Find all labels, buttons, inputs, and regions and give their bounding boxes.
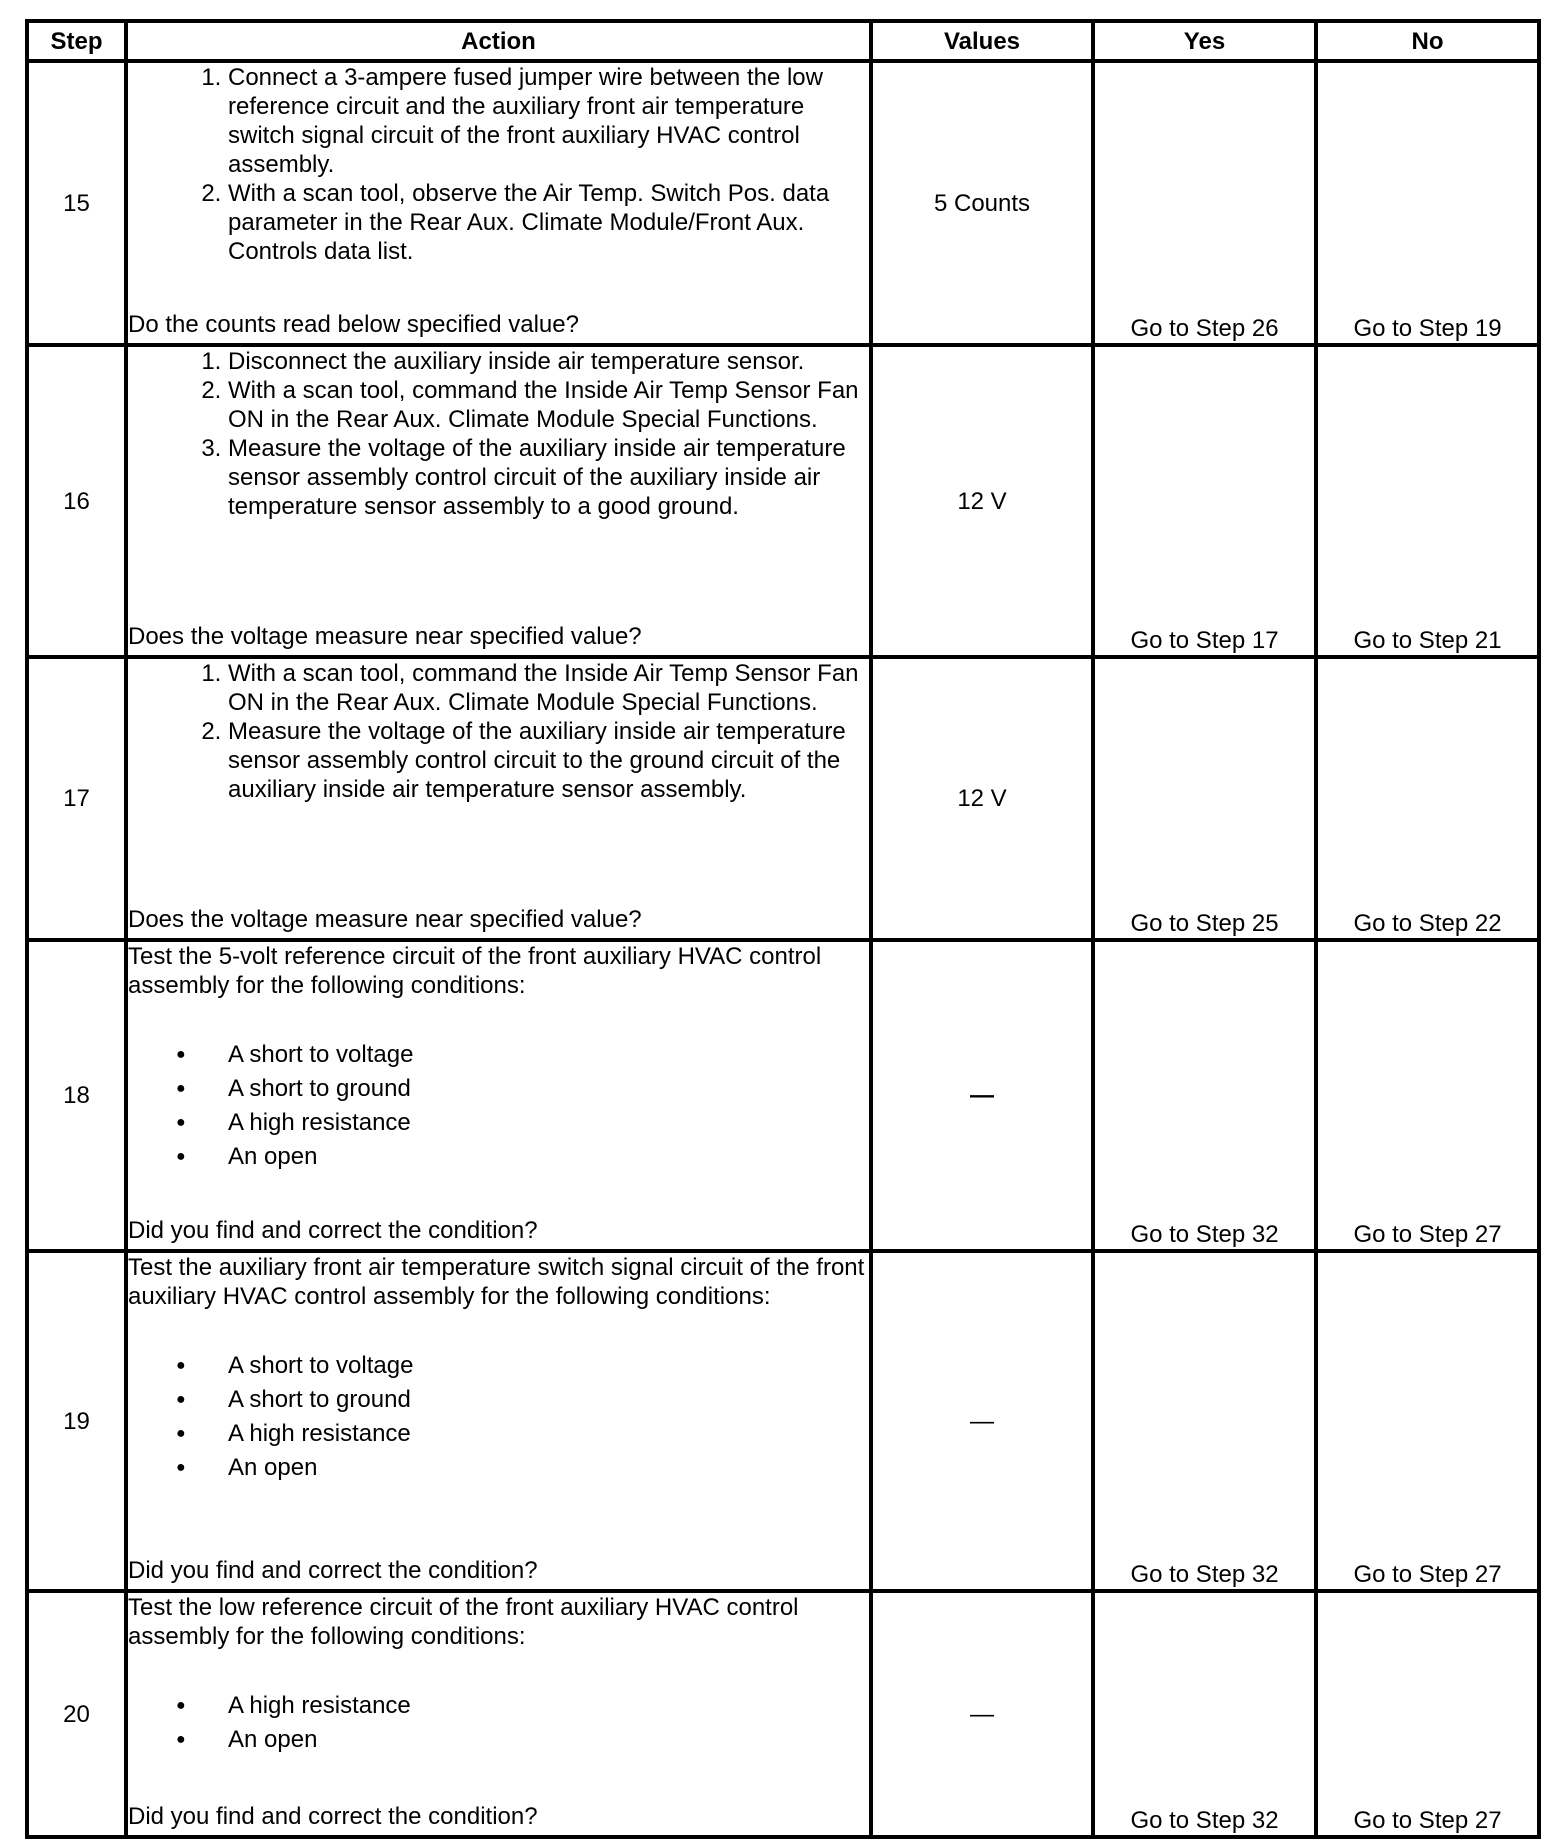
no-cell: Go to Step 21 <box>1316 345 1539 657</box>
action-steps <box>128 347 869 521</box>
action-step: 3. Measure the voltage of the auxiliary inside air temperature sensor assembly control circuit of the auxiliary inside air temperature sensor assembly to a good ground. <box>228 434 869 521</box>
table-row <box>27 940 1539 1251</box>
action-intro: Test the auxiliary front air temperature switch signal circuit of the front auxiliary HVAC control assembly for the following conditions: <box>128 1254 865 1310</box>
value-dash: — <box>970 1700 994 1728</box>
action-cell <box>126 1251 871 1591</box>
yes-cell: Go to Step 17 <box>1093 345 1316 657</box>
condition-item: ● A short to voltage <box>228 1349 869 1383</box>
action-step: 2. With a scan tool, observe the Air Temp. Switch Pos. data parameter in the Rear Aux. Climate Module/Front Aux. Controls data list. <box>228 179 869 266</box>
action-question: Did you find and correct the condition? <box>128 1557 538 1584</box>
condition-list <box>128 1349 869 1485</box>
yes-cell: Go to Step 25 <box>1093 657 1316 940</box>
yes-cell: Go to Step 32 <box>1093 940 1316 1251</box>
step-number: 17 <box>27 657 126 940</box>
action-steps <box>128 63 869 266</box>
table-row <box>27 61 1539 345</box>
table-row <box>27 1591 1539 1837</box>
value-cell <box>871 940 1093 1251</box>
no-cell: Go to Step 27 <box>1316 940 1539 1251</box>
step-number: 18 <box>27 940 126 1251</box>
header-no: No <box>1316 21 1539 61</box>
value-cell <box>871 1251 1093 1591</box>
action-step: 1. Connect a 3-ampere fused jumper wire between the low reference circuit and the auxiliary front air temperature switch signal circuit of the front auxiliary HVAC control assembly. <box>228 63 869 179</box>
step-number: 16 <box>27 345 126 657</box>
action-question: Did you find and correct the condition? <box>128 1217 538 1244</box>
condition-item: ● A high resistance <box>228 1417 869 1451</box>
action-cell <box>126 1591 871 1837</box>
action-question: Did you find and correct the condition? <box>128 1803 538 1830</box>
no-cell: Go to Step 27 <box>1316 1251 1539 1591</box>
condition-list <box>128 1038 869 1174</box>
header-step: Step <box>27 21 126 61</box>
action-step: 1. Disconnect the auxiliary inside air temperature sensor. <box>228 347 869 376</box>
action-cell <box>126 940 871 1251</box>
value-cell <box>871 1591 1093 1837</box>
yes-cell: Go to Step 32 <box>1093 1591 1316 1837</box>
yes-cell: Go to Step 32 <box>1093 1251 1316 1591</box>
condition-item: ● An open <box>228 1723 869 1757</box>
action-question: Does the voltage measure near specified value? <box>128 623 642 650</box>
action-step: 1. With a scan tool, command the Inside Air Temp Sensor Fan ON in the Rear Aux. Climate Module Special Functions. <box>228 659 869 717</box>
action-steps <box>128 659 869 804</box>
value-dash: — <box>970 1407 994 1435</box>
step-number: 19 <box>27 1251 126 1591</box>
no-cell: Go to Step 22 <box>1316 657 1539 940</box>
action-cell <box>126 61 871 345</box>
diagnostic-table <box>25 19 1541 1839</box>
no-cell: Go to Step 19 <box>1316 61 1539 345</box>
table-row <box>27 657 1539 940</box>
condition-item: ● A short to ground <box>228 1383 869 1417</box>
value-cell: 12 V <box>871 657 1093 940</box>
value-cell: 12 V <box>871 345 1093 657</box>
header-row <box>27 21 1539 61</box>
condition-list <box>128 1689 869 1757</box>
condition-item: ● An open <box>228 1140 869 1174</box>
yes-cell: Go to Step 26 <box>1093 61 1316 345</box>
table-row <box>27 345 1539 657</box>
action-step: 2. Measure the voltage of the auxiliary inside air temperature sensor assembly control circuit to the ground circuit of the auxiliary inside air temperature sensor assembly. <box>228 717 869 804</box>
action-intro: Test the low reference circuit of the front auxiliary HVAC control assembly for the following conditions: <box>128 1594 799 1650</box>
step-number: 15 <box>27 61 126 345</box>
header-yes: Yes <box>1093 21 1316 61</box>
action-step: 2. With a scan tool, command the Inside Air Temp Sensor Fan ON in the Rear Aux. Climate Module Special Functions. <box>228 376 869 434</box>
no-cell: Go to Step 27 <box>1316 1591 1539 1837</box>
table-row <box>27 1251 1539 1591</box>
header-values: Values <box>871 21 1093 61</box>
condition-item: ● A high resistance <box>228 1689 869 1723</box>
condition-item: ● An open <box>228 1451 869 1485</box>
action-cell <box>126 345 871 657</box>
header-action: Action <box>126 21 871 61</box>
condition-item: ● A short to ground <box>228 1072 869 1106</box>
action-cell <box>126 657 871 940</box>
condition-item: ● A short to voltage <box>228 1038 869 1072</box>
step-number: 20 <box>27 1591 126 1837</box>
action-question: Does the voltage measure near specified value? <box>128 906 642 933</box>
value-cell: 5 Counts <box>871 61 1093 345</box>
condition-item: ● A high resistance <box>228 1106 869 1140</box>
value-dash: — <box>970 1082 994 1109</box>
action-intro: Test the 5-volt reference circuit of the front auxiliary HVAC control assembly for the following conditions: <box>128 943 822 999</box>
action-question: Do the counts read below specified value? <box>128 311 579 338</box>
